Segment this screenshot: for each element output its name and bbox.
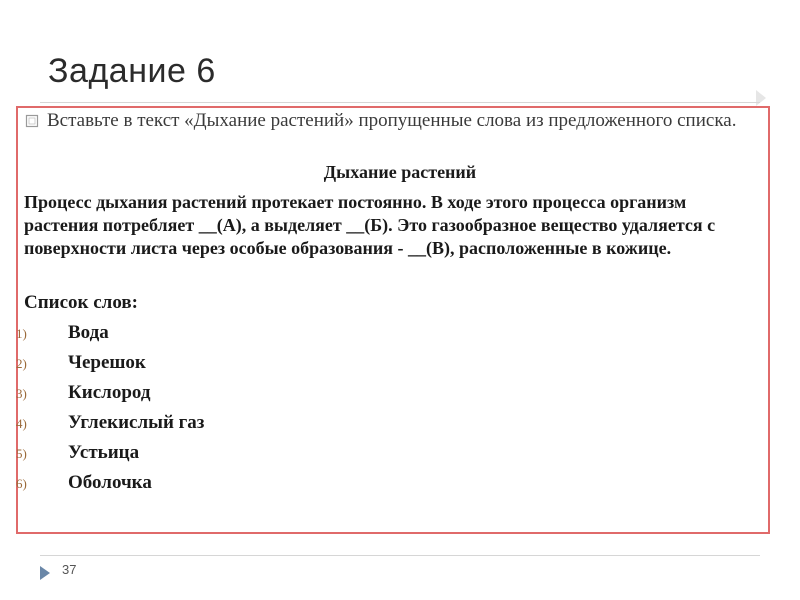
text-paragraph: Процесс дыхания растений протекает постоянно. В ходе этого процесса организм растения потребляет __(А), а выделяет __(Б). Это газообразное вещество удаляется с поверхности листа через особые образования - __(В), расположенные в кожице.	[24, 192, 716, 258]
list-item-word: Кислород	[68, 382, 151, 403]
list-item	[16, 410, 416, 440]
list-item-word: Устьица	[68, 442, 140, 463]
task-instruction: Вставьте в текст «Дыхание растений» пропущенные слова из предложенного списка.	[47, 110, 737, 131]
list-item-number: 5)	[16, 446, 27, 461]
list-item-number: 4)	[16, 416, 27, 431]
list-item-word: Углекислый газ	[68, 412, 205, 433]
word-list-title: Список слов:	[24, 292, 138, 313]
nav-arrow-icon	[40, 566, 50, 580]
top-divider	[40, 102, 760, 103]
list-item-word: Оболочка	[68, 472, 152, 493]
list-item-word: Черешок	[68, 352, 146, 373]
list-item	[16, 440, 416, 470]
hollow-square-bullet-icon	[25, 114, 39, 128]
list-item-word: Вода	[68, 322, 109, 343]
decorative-chevron-icon	[756, 90, 766, 106]
list-item	[16, 380, 416, 410]
text-heading: Дыхание растений	[323, 162, 477, 182]
list-item-number: 2)	[16, 356, 27, 371]
list-item-number: 3)	[16, 386, 27, 401]
page-number: 37	[62, 562, 77, 577]
list-item	[16, 320, 416, 350]
list-item	[16, 470, 416, 500]
list-item	[16, 350, 416, 380]
list-item-number: 1)	[16, 326, 27, 341]
bottom-divider	[40, 555, 760, 556]
slide-title: Задание 6	[48, 52, 216, 90]
list-item-number: 6)	[16, 476, 27, 491]
word-list	[16, 320, 416, 500]
